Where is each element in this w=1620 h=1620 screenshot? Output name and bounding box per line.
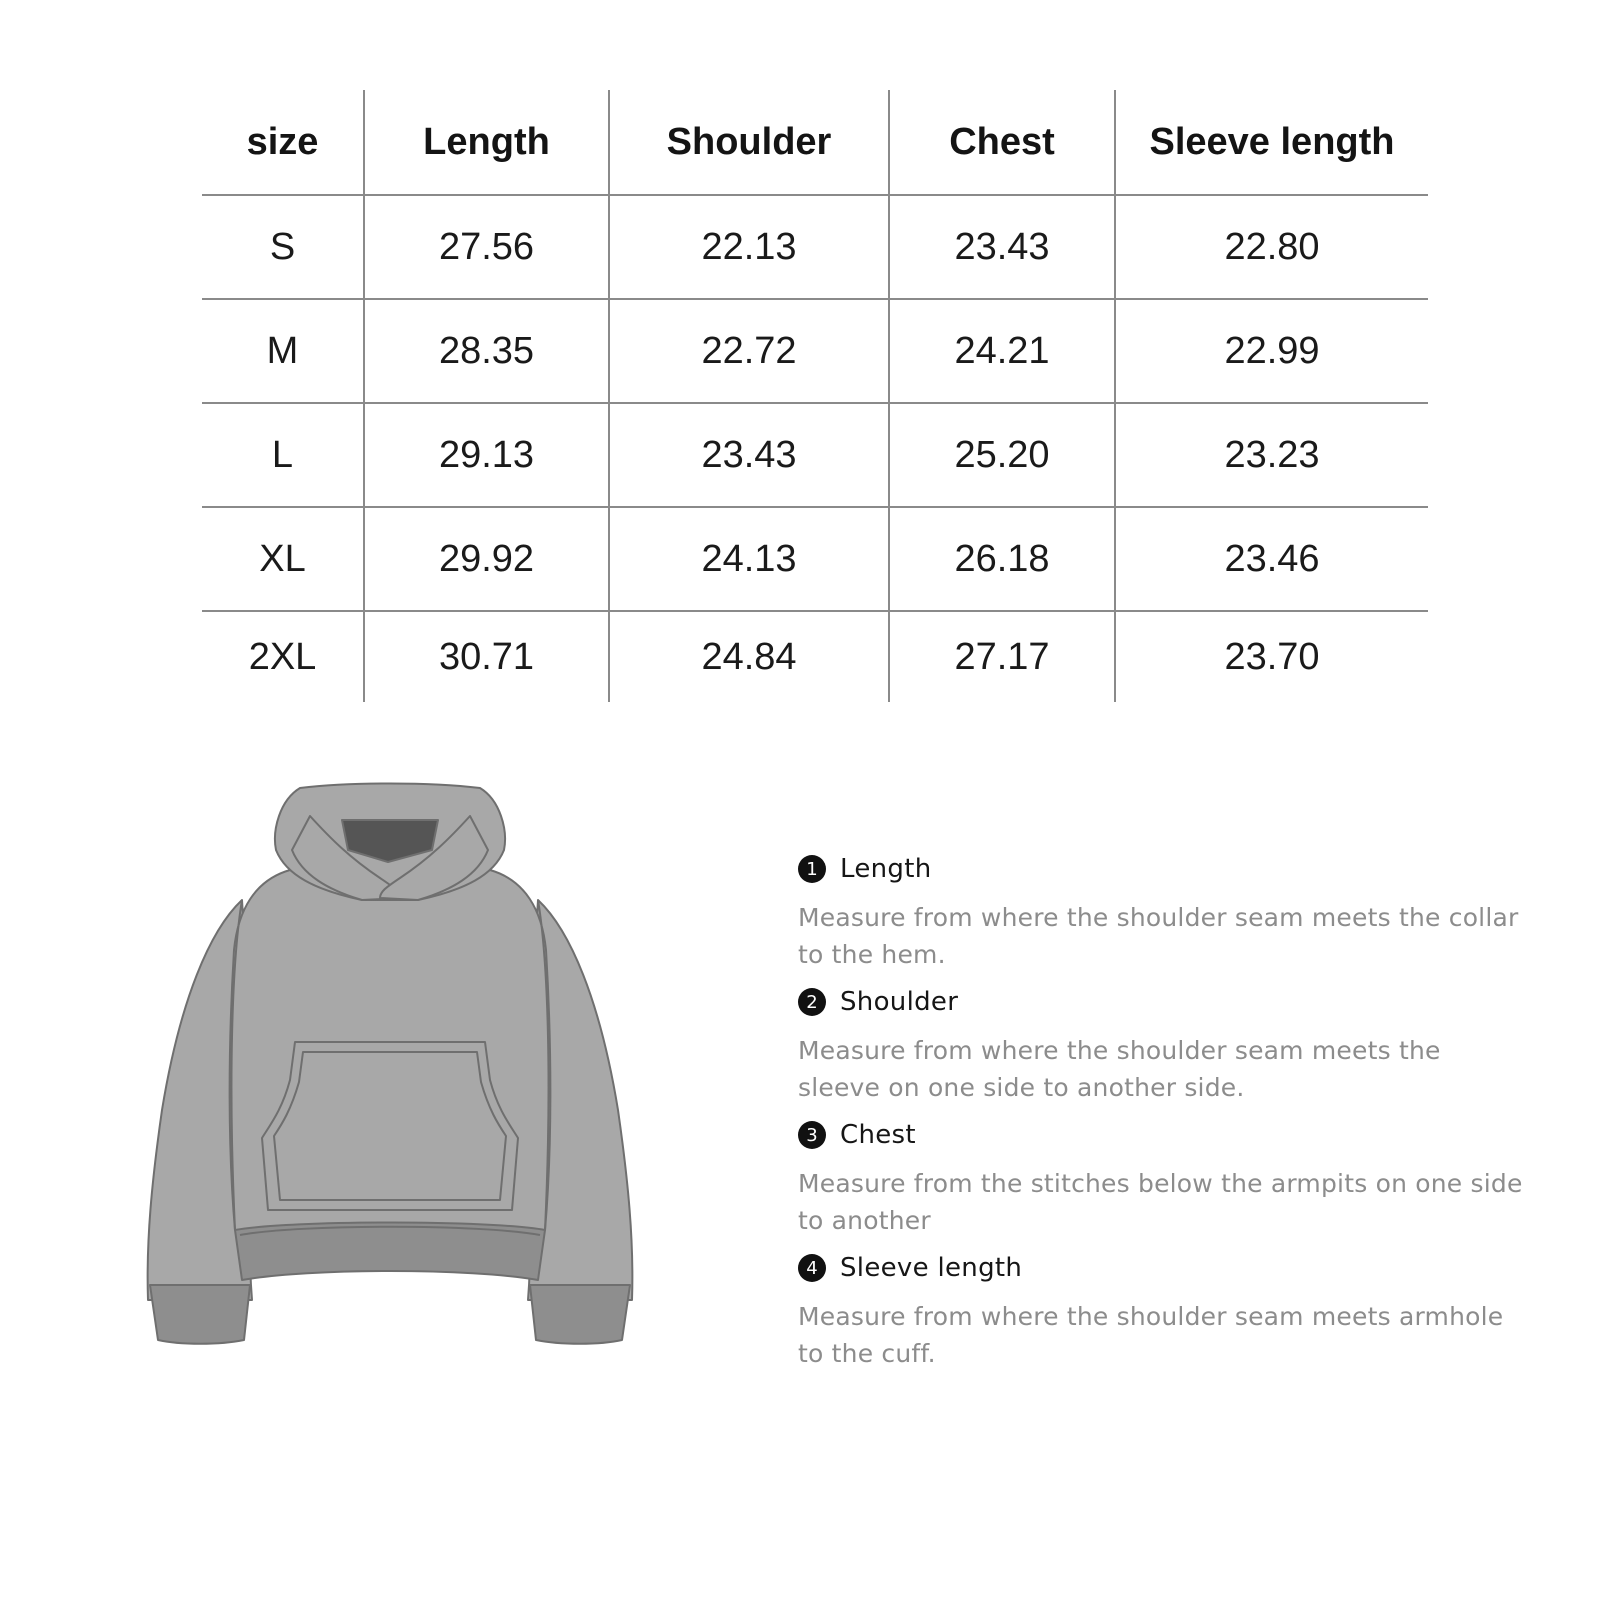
- cell-size: S: [269, 225, 296, 268]
- cell-sleeve-length: 23.23: [1115, 403, 1428, 507]
- guide-item-shoulder: [798, 985, 1538, 1106]
- cell-size: XL: [202, 507, 364, 611]
- cell-sleeve-length: 23.46: [1115, 507, 1428, 611]
- table-row: [202, 403, 1428, 507]
- table-row: [202, 195, 1428, 299]
- size-chart-table: [202, 90, 1428, 702]
- cell-shoulder: 24.84: [609, 611, 889, 702]
- cell-sleeve-length: 23.70: [1115, 611, 1428, 702]
- guide-description: Measure from the stitches below the armpits on one side to another: [798, 1169, 1523, 1235]
- guide-title: Shoulder: [840, 987, 959, 1017]
- hoodie-illustration: [140, 780, 640, 1350]
- cell-size: L: [202, 403, 364, 507]
- guide-title: Chest: [840, 1120, 916, 1150]
- measurement-guide: [798, 852, 1538, 1384]
- cell-chest: 26.18: [889, 507, 1115, 611]
- cell-chest: 24.21: [889, 299, 1115, 403]
- guide-title: Sleeve length: [840, 1253, 1023, 1283]
- cell-length: 28.35: [364, 299, 609, 403]
- guide-item-chest: [798, 1118, 1538, 1239]
- cell-length: 27.56: [364, 195, 609, 299]
- cell-length: 29.92: [364, 507, 609, 611]
- guide-description: Measure from where the shoulder seam meets the sleeve on one side to another side.: [798, 1036, 1441, 1102]
- header-shoulder: Shoulder: [609, 90, 889, 195]
- guide-heading: [798, 985, 1538, 1019]
- cell-chest: 27.17: [889, 611, 1115, 702]
- header-sleeve-length: Sleeve length: [1115, 90, 1428, 195]
- cell-length: 29.13: [364, 403, 609, 507]
- header-length: Length: [364, 90, 609, 195]
- guide-description: Measure from where the shoulder seam meets the collar to the hem.: [798, 903, 1519, 969]
- number-badge: 1: [798, 855, 826, 883]
- guide-heading: [798, 1118, 1538, 1152]
- cell-shoulder: 22.72: [609, 299, 889, 403]
- cell-size: M: [202, 299, 364, 403]
- table-row: [202, 299, 1428, 403]
- guide-heading: [798, 852, 1538, 886]
- table-row: [202, 507, 1428, 611]
- guide-title: Length: [840, 854, 932, 884]
- cell-length: 30.71: [364, 611, 609, 702]
- cell-size: 2XL: [202, 611, 364, 702]
- header-chest: Chest: [889, 90, 1115, 195]
- guide-item-length: [798, 852, 1538, 973]
- cell-shoulder: 24.13: [609, 507, 889, 611]
- cell-sleeve-length: 22.99: [1115, 299, 1428, 403]
- cell-chest: 25.20: [889, 403, 1115, 507]
- guide-heading: [798, 1251, 1538, 1285]
- guide-description: Measure from where the shoulder seam meets armhole to the cuff.: [798, 1302, 1504, 1368]
- header-size: size: [202, 90, 364, 195]
- table-row: [202, 611, 1428, 702]
- number-badge: 2: [798, 988, 826, 1016]
- cell-shoulder: 22.13: [609, 195, 889, 299]
- guide-item-sleeve-length: [798, 1251, 1538, 1372]
- cell-sleeve-length: 22.80: [1115, 195, 1428, 299]
- cell-chest: 23.43: [889, 195, 1115, 299]
- hoodie-icon: [140, 780, 640, 1350]
- cell-shoulder: 23.43: [609, 403, 889, 507]
- size-chart-header-row: [202, 90, 1428, 195]
- number-badge: 3: [798, 1121, 826, 1149]
- number-badge: 4: [798, 1254, 826, 1282]
